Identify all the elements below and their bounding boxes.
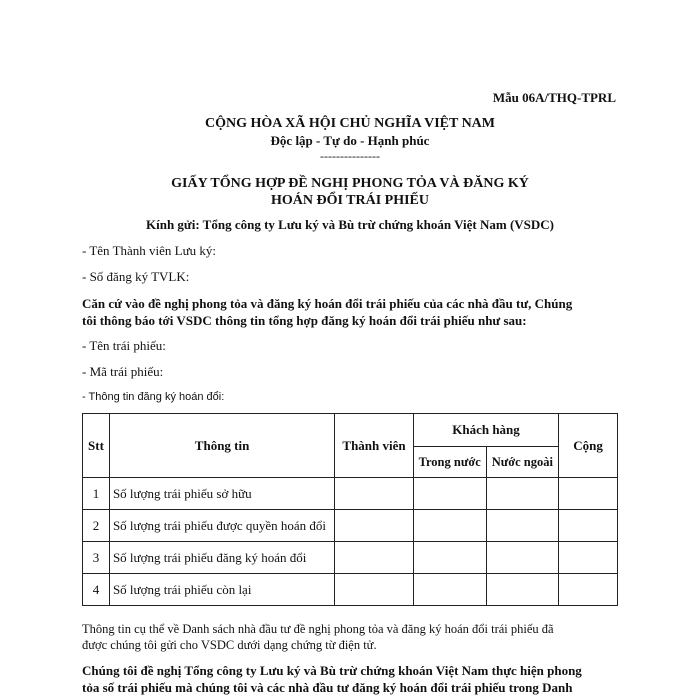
- cell-member: [335, 510, 414, 542]
- bond-name-field: - Tên trái phiếu:: [82, 338, 166, 353]
- cell-member: [335, 478, 414, 510]
- request-line-2: tỏa số trái phiếu mà chúng tôi và các nhà đầu tư đăng ký hoán đổi trái phiếu trong Danh: [82, 680, 573, 695]
- bond-code-field: - Mã trái phiếu:: [82, 364, 164, 379]
- header-domestic: Trong nước: [413, 447, 486, 478]
- row-stt: 2: [83, 510, 110, 542]
- cell-total: [559, 510, 618, 542]
- header-foreign: Nước ngoài: [486, 447, 559, 478]
- table-row: [83, 574, 618, 606]
- recipient-line: Kính gửi: Tổng công ty Lưu ký và Bù trừ chứng khoán Việt Nam (VSDC): [145, 217, 555, 232]
- request-paragraph: [82, 662, 622, 696]
- header-info: Thông tin: [109, 414, 334, 478]
- row-info: Số lượng trái phiếu đăng ký hoán đổi: [109, 542, 334, 574]
- cell-foreign: [486, 478, 559, 510]
- cell-total: [559, 574, 618, 606]
- header-total: Cộng: [559, 414, 618, 478]
- cell-total: [559, 478, 618, 510]
- cell-domestic: [413, 542, 486, 574]
- intro-line-2: tôi thông báo tới VSDC thông tin tổng hợp đăng ký hoán đổi trái phiếu như sau:: [82, 313, 527, 328]
- row-info: Số lượng trái phiếu được quyền hoán đổi: [109, 510, 334, 542]
- form-code: Mẫu 06A/THQ-TPRL: [492, 90, 616, 105]
- after-table-paragraph: [82, 621, 622, 653]
- document-title-line-2: HOÁN ĐỔI TRÁI PHIẾU: [270, 193, 430, 208]
- row-stt: 3: [83, 542, 110, 574]
- header-separator: ---------------: [320, 149, 380, 163]
- document-title-line-1: GIẤY TỔNG HỢP ĐỀ NGHỊ PHONG TỎA VÀ ĐĂNG KÝ: [171, 176, 529, 191]
- table-row: [83, 542, 618, 574]
- cell-foreign: [486, 542, 559, 574]
- swap-info-field: - Thông tin đăng ký hoán đổi:: [82, 391, 225, 403]
- row-info: Số lượng trái phiếu sở hữu: [109, 478, 334, 510]
- intro-line-1: Căn cứ vào đề nghị phong tỏa và đăng ký hoán đổi trái phiếu của các nhà đầu tư, Chúng: [82, 296, 573, 311]
- cell-domestic: [413, 478, 486, 510]
- member-reg-no-field: - Số đăng ký TVLK:: [82, 269, 190, 284]
- member-name-field: - Tên Thành viên Lưu ký:: [82, 243, 217, 258]
- table-row: [83, 478, 618, 510]
- table-row: [83, 510, 618, 542]
- after-table-line-2: được chúng tôi gửi cho VSDC dưới dạng chứng từ điện tử.: [82, 638, 377, 652]
- cell-foreign: [486, 574, 559, 606]
- header-member: Thành viên: [335, 414, 414, 478]
- national-motto: Độc lập - Tự do - Hạnh phúc: [270, 133, 430, 148]
- swap-registration-table: [82, 413, 618, 606]
- row-stt: 4: [83, 574, 110, 606]
- cell-member: [335, 574, 414, 606]
- row-info: Số lượng trái phiếu còn lại: [109, 574, 334, 606]
- cell-domestic: [413, 574, 486, 606]
- after-table-line-1: Thông tin cụ thể về Danh sách nhà đầu tư đề nghị phong tỏa và đăng ký hoán đổi trái phiếu đã: [82, 622, 554, 636]
- cell-total: [559, 542, 618, 574]
- header-stt: Stt: [83, 414, 110, 478]
- header-customers: Khách hàng: [413, 414, 558, 447]
- national-heading: CỘNG HÒA XÃ HỘI CHỦ NGHĨA VIỆT NAM: [204, 116, 495, 131]
- request-line-1: Chúng tôi đề nghị Tổng công ty Lưu ký và Bù trừ chứng khoán Việt Nam thực hiện phong: [82, 663, 582, 678]
- cell-domestic: [413, 510, 486, 542]
- intro-paragraph: [82, 295, 602, 329]
- row-stt: 1: [83, 478, 110, 510]
- cell-member: [335, 542, 414, 574]
- table-header-row: [83, 414, 618, 447]
- cell-foreign: [486, 510, 559, 542]
